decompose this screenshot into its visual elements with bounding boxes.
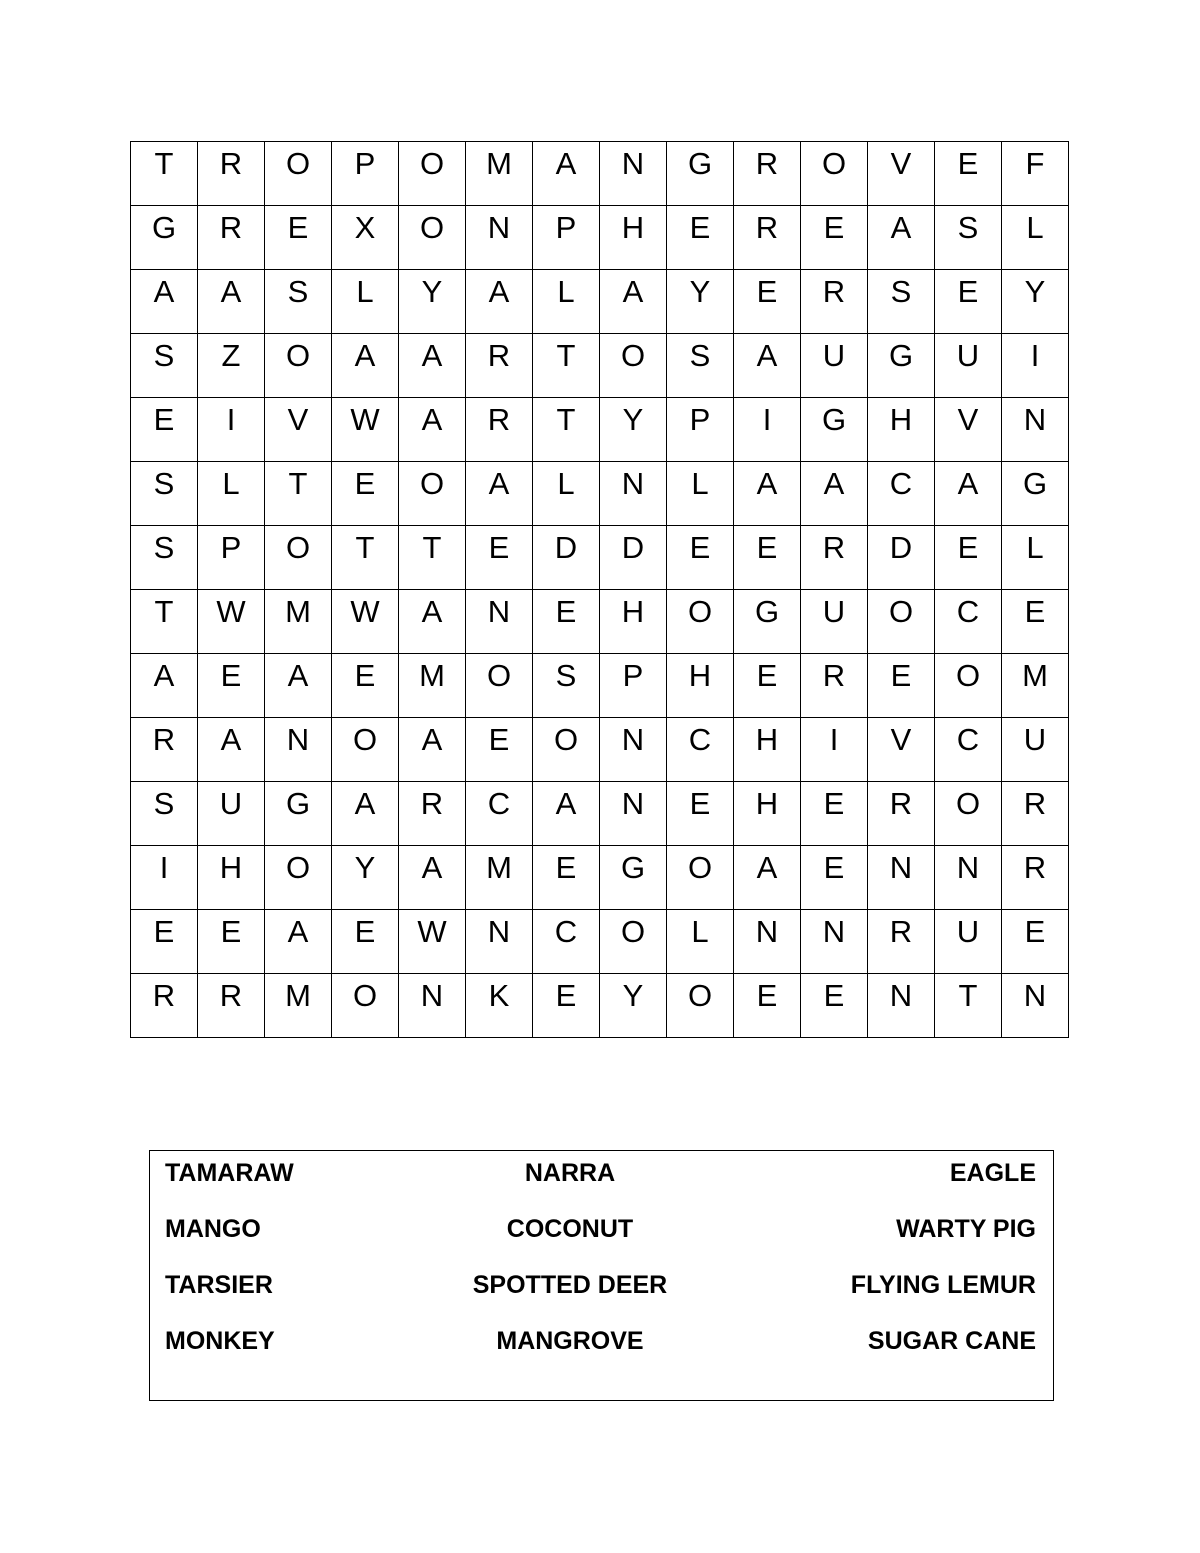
grid-cell: R (198, 974, 265, 1038)
grid-cell: I (734, 398, 801, 462)
grid-cell: A (399, 398, 466, 462)
grid-cell: M (265, 590, 332, 654)
grid-cell: L (533, 462, 600, 526)
grid-cell: A (332, 334, 399, 398)
grid-cell: V (868, 142, 935, 206)
grid-row (131, 398, 1069, 462)
grid-row (131, 782, 1069, 846)
grid-cell: R (801, 270, 868, 334)
grid-cell: A (265, 654, 332, 718)
grid-cell: O (265, 846, 332, 910)
grid-cell: G (801, 398, 868, 462)
grid-cell: R (734, 142, 801, 206)
grid-cell: O (265, 334, 332, 398)
grid-cell: G (131, 206, 198, 270)
grid-cell: L (667, 462, 734, 526)
grid-cell: R (466, 398, 533, 462)
grid-cell: L (332, 270, 399, 334)
grid-cell: U (801, 590, 868, 654)
grid-cell: E (332, 462, 399, 526)
grid-cell: W (399, 910, 466, 974)
grid-cell: E (935, 270, 1002, 334)
grid-cell: L (533, 270, 600, 334)
grid-cell: O (399, 462, 466, 526)
word-bank-item: EAGLE (949, 1159, 1036, 1187)
grid-cell: O (399, 142, 466, 206)
grid-cell: O (399, 206, 466, 270)
grid-cell: P (198, 526, 265, 590)
grid-cell: A (935, 462, 1002, 526)
grid-cell: C (935, 590, 1002, 654)
grid-cell: N (600, 782, 667, 846)
grid-row (131, 334, 1069, 398)
grid-cell: R (801, 654, 868, 718)
grid-cell: A (131, 654, 198, 718)
grid-cell: E (1002, 910, 1069, 974)
grid-cell: A (801, 462, 868, 526)
grid-cell: O (533, 718, 600, 782)
grid-cell: L (198, 462, 265, 526)
grid-cell: A (399, 718, 466, 782)
grid-cell: S (533, 654, 600, 718)
grid-cell: T (131, 590, 198, 654)
grid-cell: M (466, 846, 533, 910)
grid-cell: I (198, 398, 265, 462)
grid-cell: M (265, 974, 332, 1038)
grid-cell: A (198, 718, 265, 782)
grid-cell: A (734, 462, 801, 526)
grid-cell: R (399, 782, 466, 846)
grid-cell: R (131, 974, 198, 1038)
grid-cell: P (600, 654, 667, 718)
grid-cell: I (131, 846, 198, 910)
word-bank-item: MANGO (165, 1215, 261, 1243)
grid-cell: G (667, 142, 734, 206)
grid-cell: L (667, 910, 734, 974)
word-bank-item: COCONUT (506, 1215, 634, 1243)
grid-cell: P (332, 142, 399, 206)
grid-cell: G (1002, 462, 1069, 526)
grid-cell: O (332, 718, 399, 782)
grid-cell: E (131, 398, 198, 462)
grid-cell: O (667, 590, 734, 654)
grid-cell: N (600, 718, 667, 782)
grid-cell: Y (600, 974, 667, 1038)
grid-cell: F (1002, 142, 1069, 206)
grid-cell: E (801, 206, 868, 270)
grid-cell: O (667, 974, 734, 1038)
grid-cell: S (868, 270, 935, 334)
grid-cell: A (131, 270, 198, 334)
grid-cell: E (801, 974, 868, 1038)
grid-cell: E (332, 910, 399, 974)
grid-cell: U (198, 782, 265, 846)
grid-cell: O (868, 590, 935, 654)
word-bank-item: SPOTTED DEER (472, 1271, 668, 1299)
grid-cell: A (466, 270, 533, 334)
grid-cell: G (265, 782, 332, 846)
grid-cell: C (533, 910, 600, 974)
grid-cell: N (466, 590, 533, 654)
grid-row (131, 462, 1069, 526)
grid-cell: E (198, 910, 265, 974)
grid-cell: E (466, 718, 533, 782)
grid-cell: T (935, 974, 1002, 1038)
grid-cell: D (600, 526, 667, 590)
grid-cell: E (667, 206, 734, 270)
grid-cell: U (1002, 718, 1069, 782)
word-bank-item: SUGAR CANE (867, 1327, 1036, 1355)
grid-cell: E (533, 590, 600, 654)
grid-cell: A (533, 782, 600, 846)
grid-cell: H (600, 590, 667, 654)
grid-cell: E (734, 270, 801, 334)
grid-cell: O (466, 654, 533, 718)
grid-cell: N (600, 462, 667, 526)
grid-cell: A (466, 462, 533, 526)
grid-cell: N (734, 910, 801, 974)
grid-cell: S (131, 526, 198, 590)
word-bank-item: TARSIER (165, 1271, 273, 1299)
grid-row (131, 206, 1069, 270)
grid-cell: R (734, 206, 801, 270)
grid-cell: A (198, 270, 265, 334)
grid-row (131, 526, 1069, 590)
grid-cell: M (1002, 654, 1069, 718)
grid-cell: O (667, 846, 734, 910)
grid-cell: C (868, 462, 935, 526)
grid-cell: Z (198, 334, 265, 398)
grid-row (131, 846, 1069, 910)
grid-cell: T (265, 462, 332, 526)
grid-cell: N (801, 910, 868, 974)
grid-cell: P (533, 206, 600, 270)
grid-cell: N (466, 910, 533, 974)
grid-cell: S (667, 334, 734, 398)
grid-cell: W (198, 590, 265, 654)
grid-cell: I (801, 718, 868, 782)
grid-cell: M (466, 142, 533, 206)
grid-cell: W (332, 590, 399, 654)
grid-cell: T (533, 334, 600, 398)
word-search-grid (130, 141, 1069, 1038)
grid-cell: S (265, 270, 332, 334)
grid-row (131, 142, 1069, 206)
grid-cell: N (1002, 398, 1069, 462)
grid-cell: H (600, 206, 667, 270)
grid-cell: H (667, 654, 734, 718)
grid-cell: E (265, 206, 332, 270)
grid-cell: W (332, 398, 399, 462)
grid-cell: N (466, 206, 533, 270)
grid-cell: R (198, 206, 265, 270)
grid-cell: A (868, 206, 935, 270)
grid-cell: H (868, 398, 935, 462)
grid-cell: A (399, 590, 466, 654)
grid-cell: K (466, 974, 533, 1038)
grid-cell: T (332, 526, 399, 590)
grid-cell: O (600, 334, 667, 398)
grid-cell: L (1002, 206, 1069, 270)
grid-cell: D (868, 526, 935, 590)
grid-cell: R (1002, 782, 1069, 846)
grid-cell: T (533, 398, 600, 462)
grid-row (131, 654, 1069, 718)
grid-cell: X (332, 206, 399, 270)
grid-cell: U (935, 334, 1002, 398)
grid-row (131, 590, 1069, 654)
grid-cell: A (734, 846, 801, 910)
grid-cell: E (198, 654, 265, 718)
grid-cell: A (265, 910, 332, 974)
grid-cell: A (332, 782, 399, 846)
grid-cell: D (533, 526, 600, 590)
grid-cell: S (131, 334, 198, 398)
grid-cell: O (265, 526, 332, 590)
grid-cell: S (131, 462, 198, 526)
grid-cell: V (868, 718, 935, 782)
grid-cell: H (734, 782, 801, 846)
grid-cell: U (935, 910, 1002, 974)
grid-cell: U (801, 334, 868, 398)
grid-cell: H (198, 846, 265, 910)
grid-cell: E (466, 526, 533, 590)
grid-cell: A (399, 334, 466, 398)
grid-cell: V (265, 398, 332, 462)
grid-cell: N (868, 974, 935, 1038)
grid-cell: Y (600, 398, 667, 462)
grid-cell: E (667, 526, 734, 590)
grid-cell: T (399, 526, 466, 590)
grid-cell: R (868, 782, 935, 846)
grid-cell: A (600, 270, 667, 334)
word-bank (149, 1150, 1054, 1401)
grid-cell: V (935, 398, 1002, 462)
grid-row (131, 974, 1069, 1038)
grid-cell: N (868, 846, 935, 910)
grid-cell: Y (1002, 270, 1069, 334)
grid-cell: R (868, 910, 935, 974)
grid-cell: H (734, 718, 801, 782)
grid-cell: E (533, 974, 600, 1038)
grid-cell: G (600, 846, 667, 910)
grid-cell: E (734, 974, 801, 1038)
grid-cell: O (600, 910, 667, 974)
word-bank-item: MANGROVE (496, 1327, 644, 1355)
grid-cell: E (801, 846, 868, 910)
grid-cell: G (734, 590, 801, 654)
grid-cell: L (1002, 526, 1069, 590)
grid-cell: E (667, 782, 734, 846)
grid-cell: S (131, 782, 198, 846)
grid-cell: O (801, 142, 868, 206)
grid-cell: R (466, 334, 533, 398)
grid-cell: M (399, 654, 466, 718)
grid-cell: N (1002, 974, 1069, 1038)
grid-cell: I (1002, 334, 1069, 398)
grid-cell: E (801, 782, 868, 846)
grid-cell: N (265, 718, 332, 782)
grid-cell: G (868, 334, 935, 398)
word-bank-item: WARTY PIG (896, 1215, 1036, 1243)
grid-cell: R (1002, 846, 1069, 910)
word-bank-item: NARRA (524, 1159, 616, 1187)
grid-row (131, 270, 1069, 334)
grid-cell: O (265, 142, 332, 206)
grid-cell: O (935, 654, 1002, 718)
grid-cell: N (600, 142, 667, 206)
grid-cell: C (935, 718, 1002, 782)
grid-cell: S (935, 206, 1002, 270)
grid-cell: E (935, 526, 1002, 590)
word-bank-item: FLYING LEMUR (850, 1271, 1036, 1299)
grid-cell: N (935, 846, 1002, 910)
grid-cell: E (734, 526, 801, 590)
word-bank-item: MONKEY (165, 1327, 275, 1355)
grid-cell: E (533, 846, 600, 910)
grid-cell: C (466, 782, 533, 846)
grid-cell: E (131, 910, 198, 974)
grid-cell: N (399, 974, 466, 1038)
grid-cell: E (332, 654, 399, 718)
grid-cell: A (399, 846, 466, 910)
grid-row (131, 910, 1069, 974)
grid-cell: R (131, 718, 198, 782)
grid-cell: R (801, 526, 868, 590)
grid-cell: O (332, 974, 399, 1038)
grid-row (131, 718, 1069, 782)
grid-cell: E (734, 654, 801, 718)
grid-cell: Y (332, 846, 399, 910)
grid-cell: Y (399, 270, 466, 334)
grid-cell: E (1002, 590, 1069, 654)
grid-cell: R (198, 142, 265, 206)
grid-cell: E (868, 654, 935, 718)
word-bank-item: TAMARAW (165, 1159, 294, 1187)
grid-cell: A (734, 334, 801, 398)
grid-cell: Y (667, 270, 734, 334)
grid-cell: A (533, 142, 600, 206)
grid-cell: O (935, 782, 1002, 846)
grid-cell: E (935, 142, 1002, 206)
grid-cell: P (667, 398, 734, 462)
grid-cell: C (667, 718, 734, 782)
grid-cell: T (131, 142, 198, 206)
